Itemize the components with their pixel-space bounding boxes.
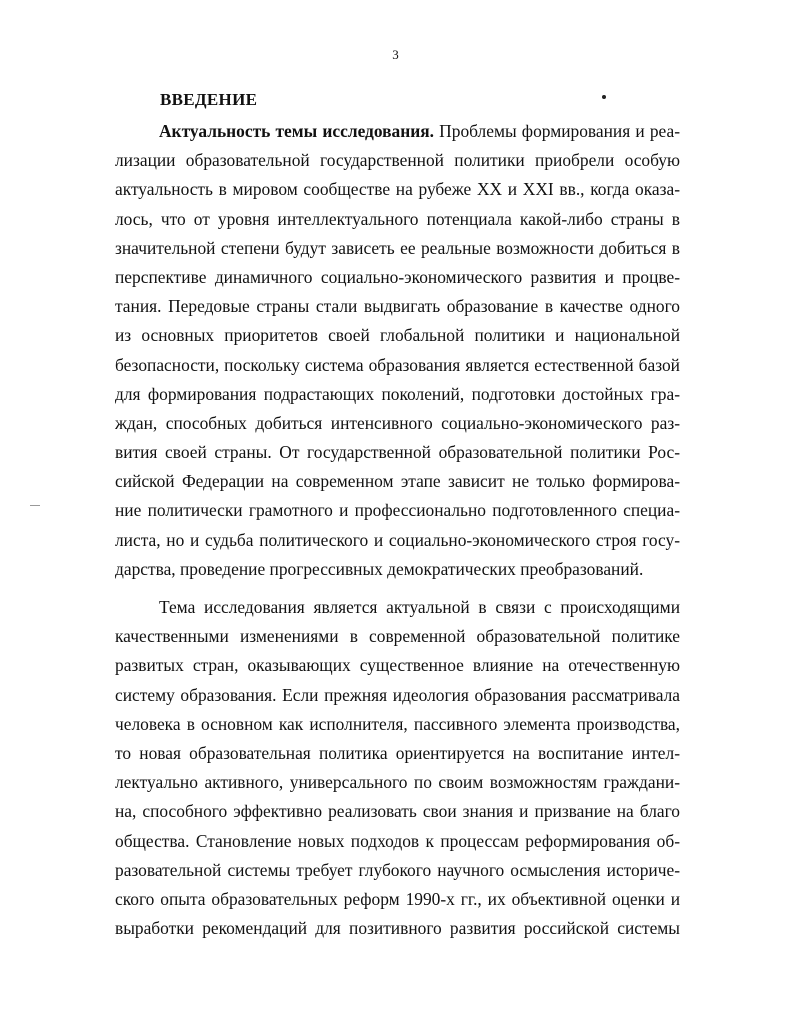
text-line: качественными изменениями в современной образовательной политике xyxy=(115,626,680,647)
text-line: лизации образовательной государственной политики приобрели особую xyxy=(115,150,680,171)
text-line: тания. Передовые страны стали выдвигать образование в качестве одного xyxy=(115,296,680,317)
text-line: ждан, способных добиться интенсивного социально-экономического раз- xyxy=(115,412,680,433)
text-line: для формирования подрастающих поколений, подготовки достойных гра- xyxy=(115,383,680,404)
page-number: 3 xyxy=(392,47,399,62)
text-line: человека в основном как исполнителя, пассивного элемента производства, xyxy=(115,713,680,734)
text-line: то новая образовательная политика ориентируется на воспитание интел- xyxy=(115,742,680,763)
text-line: развитых стран, оказывающих существенное влияние на отечественную xyxy=(115,655,680,676)
text-line: выработки рекомендаций для позитивного развития российской системы xyxy=(115,918,680,939)
text-line: Тема исследования является актуальной в связи с происходящими xyxy=(159,597,680,617)
paragraph-relevance xyxy=(115,117,680,584)
text-line: лектуально активного, универсального по своим возможностям граждани- xyxy=(115,772,680,793)
text-line: систему образования. Если прежняя идеология образования рассматривала xyxy=(115,684,680,705)
text-line: листа, но и судьба политического и социально-экономического строя госу- xyxy=(115,529,680,550)
paragraph-lead: Актуальность темы исследования. xyxy=(159,121,435,141)
text-line: перспективе динамичного социально-экономического развития и процве- xyxy=(115,266,680,287)
text-line: лось, что от уровня интеллектуального потенциала какой-либо страны в xyxy=(115,208,680,229)
text-line: сийской Федерации на современном этапе зависит не только формирова- xyxy=(115,471,680,492)
text-line: ского опыта образовательных реформ 1990-х гг., их объективной оценки и xyxy=(115,888,680,909)
paragraph-line-rest: Проблемы формирования и реа- xyxy=(434,121,680,141)
text-line: на, способного эффективно реализовать свои знания и призвание на благо xyxy=(115,801,680,822)
text-line: актуальность в мировом сообществе на рубеже XX и XXI вв., когда оказа- xyxy=(115,179,680,200)
section-heading: ВВЕДЕНИЕ xyxy=(160,90,258,109)
text-line: дарства, проведение прогрессивных демократических преобразований. xyxy=(115,558,644,579)
paragraph-topic xyxy=(115,593,680,943)
scan-speck xyxy=(602,95,606,99)
text-line: разовательной системы требует глубокого научного осмысления историче- xyxy=(115,859,680,880)
text-line: вития своей страны. От государственной образовательной политики Рос- xyxy=(115,442,680,463)
text-line: общества. Становление новых подходов к процессам реформирования об- xyxy=(115,830,680,851)
text-line: из основных приоритетов своей глобальной политики и национальной xyxy=(115,325,680,346)
text-line: безопасности, поскольку система образования является естественной базой xyxy=(115,354,680,375)
paragraph-first-line xyxy=(115,117,680,146)
text-line: ние политически грамотного и профессионально подготовленного специа- xyxy=(115,500,680,521)
scan-mark xyxy=(30,505,40,506)
text-line: значительной степени будут зависеть ее реальные возможности добиться в xyxy=(115,237,680,258)
